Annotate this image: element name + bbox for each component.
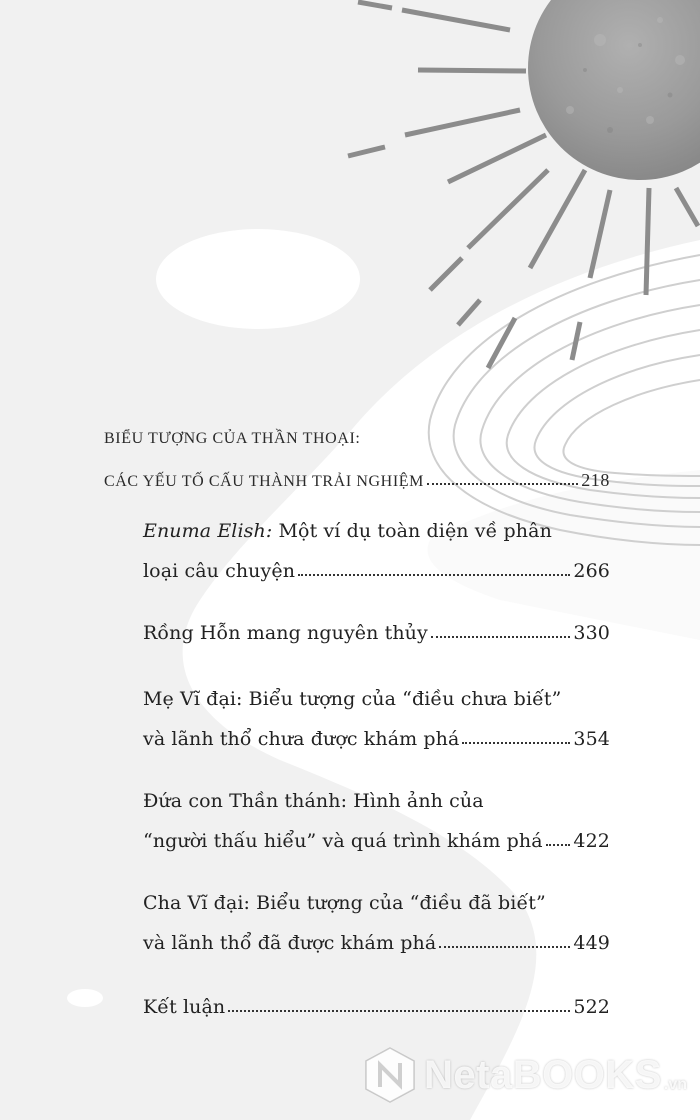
page-number: 354: [573, 728, 610, 750]
leader-dots: [427, 482, 578, 485]
watermark-suffix: .vn: [663, 1076, 688, 1093]
page-number: 330: [573, 622, 610, 644]
leader-dots: [546, 843, 571, 846]
watermark-brand: NetaBOOKS: [424, 1052, 662, 1097]
toc-entry-line1: [143, 520, 610, 542]
watermark: [362, 1040, 700, 1110]
entry-title: Mẹ Vĩ đại: Biểu tượng của “điều chưa biết”: [143, 688, 562, 710]
toc-entry-line2[interactable]: [143, 728, 610, 750]
toc-entry-line1: [143, 688, 610, 710]
page-number: 422: [573, 830, 610, 852]
toc-entry[interactable]: [143, 996, 610, 1018]
page-number: 522: [573, 996, 610, 1018]
section-title-text-2: CÁC YẾU TỐ CẤU THÀNH TRẢI NGHIỆM: [104, 473, 424, 490]
entry-italic-title: Enuma Elish:: [143, 520, 273, 542]
entry-title: Rồng Hỗn mang nguyên thủy: [143, 622, 428, 644]
toc-entry[interactable]: [143, 622, 610, 644]
page-number: 449: [573, 932, 610, 954]
logo-hexagon-icon: [362, 1045, 418, 1105]
section-title-line1: [104, 430, 614, 448]
entry-title-cont: và lãnh thổ chưa được khám phá: [143, 728, 460, 750]
entry-title-cont: và lãnh thổ đã được khám phá: [143, 932, 437, 954]
entry-title-cont: loại câu chuyện: [143, 560, 296, 582]
entry-title: Đứa con Thần thánh: Hình ảnh của: [143, 790, 484, 812]
entry-title: Cha Vĩ đại: Biểu tượng của “điều đã biết”: [143, 892, 546, 914]
entry-title: Một ví dụ toàn diện về phân: [272, 520, 552, 542]
toc-entry-line2[interactable]: [143, 560, 610, 582]
page-number: 266: [573, 560, 610, 582]
toc-entry-line1: [143, 790, 610, 812]
toc-entry-line2[interactable]: [143, 830, 610, 852]
section-title-line2[interactable]: [104, 470, 610, 491]
toc-entry-line1: [143, 892, 610, 914]
entry-title-cont: “người thấu hiểu” và quá trình khám phá: [143, 830, 543, 852]
leader-dots: [431, 635, 571, 638]
leader-dots: [298, 573, 570, 576]
leader-dots: [228, 1009, 570, 1012]
leader-dots: [462, 741, 570, 744]
toc-entry-line2[interactable]: [143, 932, 610, 954]
entry-title: Kết luận: [143, 996, 226, 1018]
leader-dots: [439, 945, 570, 948]
section-title-text-1: BIỂU TƯỢNG CỦA THẦN THOẠI:: [104, 430, 361, 447]
page-number: 218: [581, 470, 610, 490]
